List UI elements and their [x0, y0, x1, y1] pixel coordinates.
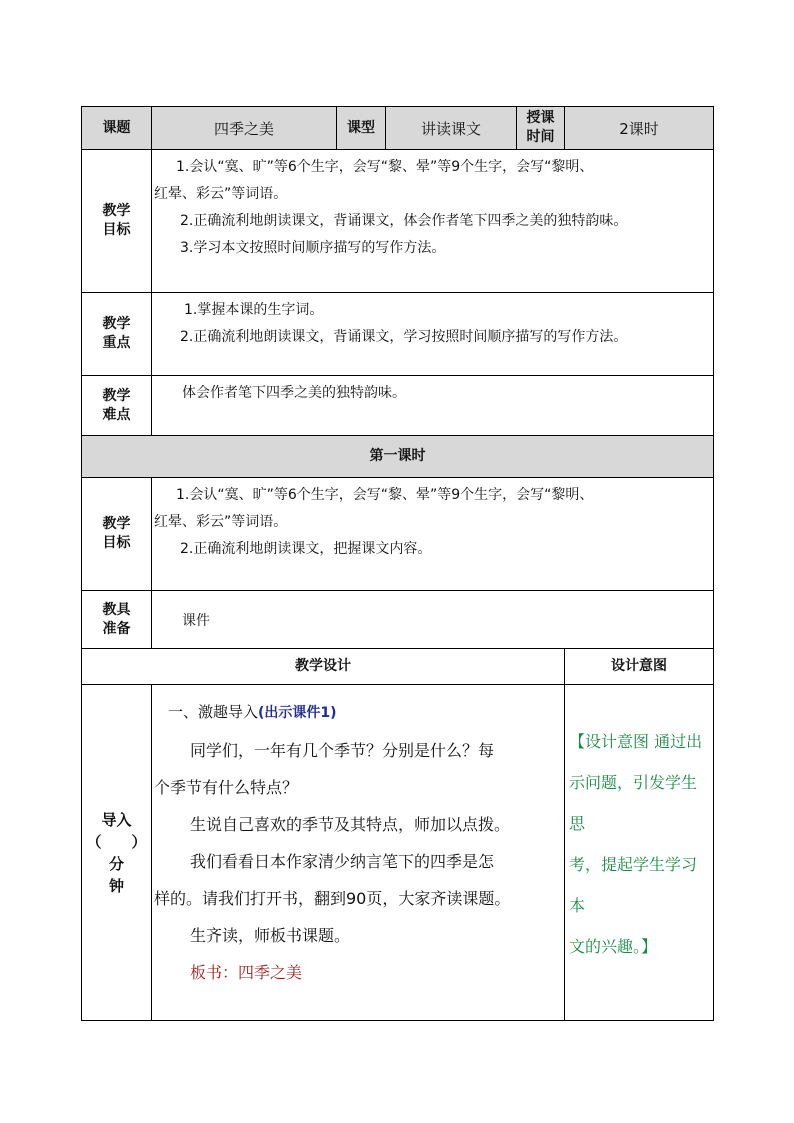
key-point-line: 2.正确流利地朗读课文，背诵课文，学习按照时间顺序描写的写作方法。	[180, 329, 628, 345]
goals-label-line-1: 教学	[102, 203, 131, 219]
difficulty-row	[82, 376, 714, 436]
time-label-line-1: 授课	[526, 110, 555, 126]
lesson-goals-label	[82, 478, 152, 591]
intent-line: 【设计意图 通过出	[569, 732, 703, 751]
lesson-plan-table	[81, 106, 714, 1021]
intro-intent-content	[565, 685, 714, 1021]
difficulty-content: 体会作者笔下四季之美的独特韵味。	[152, 376, 714, 436]
lesson-goals-label-line-2: 目标	[102, 535, 131, 551]
intent-line: 示问题，引发学生思	[569, 773, 698, 833]
header-row	[82, 107, 714, 150]
lesson-goal-line: 2.正确流利地朗读课文，把握课文内容。	[180, 541, 432, 557]
goal-line: 红晕、彩云”等词语。	[154, 186, 288, 202]
intro-label-line-3: 钟	[108, 876, 124, 895]
lesson-goals-label-line-1: 教学	[102, 516, 131, 532]
intro-label-line-2: （ ）分	[86, 832, 147, 873]
time-value: 2课时	[565, 107, 714, 150]
key-points-label	[82, 293, 152, 376]
topic-label: 课题	[82, 107, 152, 150]
tools-content: 课件	[152, 591, 714, 649]
design-header: 教学设计	[82, 649, 565, 685]
intro-label-line-1: 导入	[101, 810, 132, 829]
intro-paragraph: 同学们，一年有几个季节？分别是什么？每	[190, 741, 495, 760]
intent-line: 考，提起学生学习本	[569, 855, 698, 915]
intro-paragraph: 生齐读，师板书课题。	[190, 926, 351, 945]
intro-paragraph: 生说自己喜欢的季节及其特点，师加以点拨。	[190, 815, 511, 834]
difficulty-label-line-2: 难点	[102, 406, 131, 423]
intro-label	[82, 685, 152, 1021]
intro-heading	[154, 694, 562, 732]
intro-row	[82, 685, 714, 1021]
goals-content	[152, 150, 714, 293]
type-value: 讲读课文	[386, 107, 517, 150]
goals-row	[82, 150, 714, 293]
lesson-title-row	[82, 436, 714, 478]
goal-line: 3.学习本文按照时间顺序描写的写作方法。	[180, 240, 446, 256]
difficulty-label	[82, 376, 152, 436]
goals-label	[82, 150, 152, 293]
type-label: 课型	[337, 107, 386, 150]
key-points-label-line-1: 教学	[102, 316, 131, 332]
tools-label-line-2: 准备	[102, 620, 131, 637]
goal-line: 1.会认“寞、旷”等6个生字，会写“黎、晕”等9个生字，会写“黎明、	[176, 159, 594, 175]
tools-label	[82, 591, 152, 649]
board-text: 板书：四季之美	[190, 963, 303, 982]
key-points-content	[152, 293, 714, 376]
key-points-label-line-2: 重点	[102, 335, 131, 351]
difficulty-label-line-1: 教学	[102, 387, 131, 404]
tools-row	[82, 591, 714, 649]
intro-paragraph: 样的。请我们打开书，翻到90页，大家齐读课题。	[154, 889, 511, 908]
intro-heading-note: (出示课件1)	[258, 705, 337, 721]
lesson-plan-document	[81, 106, 713, 1021]
lesson-title: 第一课时	[82, 436, 714, 478]
intent-header: 设计意图	[565, 649, 714, 685]
intro-design-content	[152, 685, 565, 1021]
time-label	[517, 107, 565, 150]
goals-label-line-2: 目标	[102, 222, 131, 238]
goal-line: 2.正确流利地朗读课文，背诵课文，体会作者笔下四季之美的独特韵味。	[180, 213, 628, 229]
time-label-line-2: 时间	[526, 129, 555, 145]
lesson-goal-line: 1.会认“寞、旷”等6个生字，会写“黎、晕”等9个生字，会写“黎明、	[176, 487, 594, 503]
intent-line: 文的兴趣。】	[569, 937, 658, 956]
key-point-line: 1.掌握本课的生字词。	[184, 302, 324, 318]
topic-value: 四季之美	[152, 107, 337, 150]
intro-paragraph: 我们看看日本作家清少纳言笔下的四季是怎	[190, 852, 495, 871]
intro-heading-text: 一、激趣导入	[168, 703, 259, 721]
design-header-row	[82, 649, 714, 685]
key-points-row	[82, 293, 714, 376]
lesson-goals-row	[82, 478, 714, 591]
lesson-goals-content	[152, 478, 714, 591]
intro-paragraph: 个季节有什么特点？	[154, 778, 299, 797]
lesson-goal-line: 红晕、彩云”等词语。	[154, 514, 288, 530]
tools-label-line-1: 教具	[102, 601, 131, 618]
